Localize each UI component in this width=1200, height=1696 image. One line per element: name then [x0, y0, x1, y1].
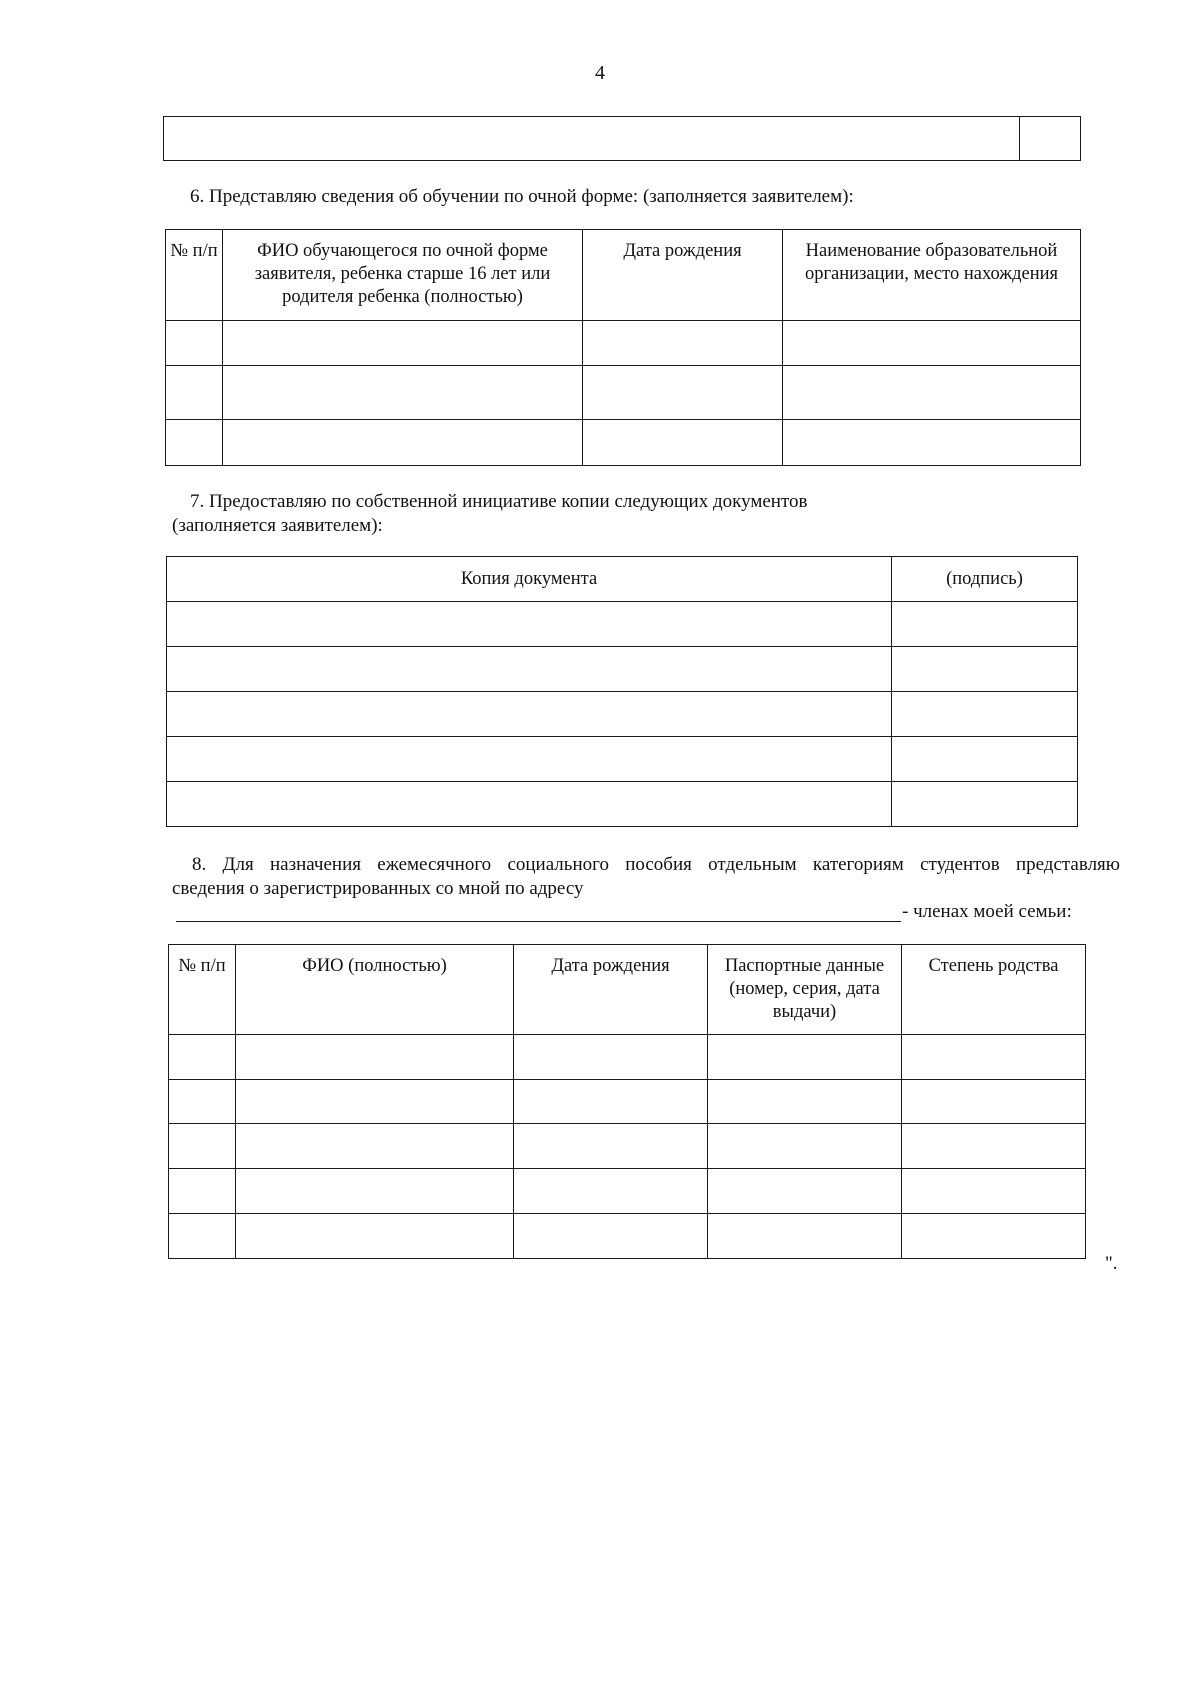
table-row	[167, 602, 1078, 647]
top-continuation-table	[163, 116, 1081, 161]
table-cell[interactable]	[514, 1080, 708, 1124]
column-header-full-name: ФИО обучающегося по очной форме заявителя, ребенка старше 16 лет или родителя ребенка (полностью)	[223, 230, 583, 321]
table-cell[interactable]	[236, 1214, 514, 1259]
section-8-heading-line-2: сведения о зарегистрированных со мной по адресу	[172, 878, 584, 899]
section-8-heading-line-3: - членах моей семьи:	[902, 901, 1072, 922]
table-cell[interactable]	[223, 366, 583, 420]
table-cell[interactable]	[514, 1214, 708, 1259]
table-cell[interactable]	[583, 366, 783, 420]
section-6-heading: 6. Представляю сведения об обучении по очной форме: (заполняется заявителем):	[190, 186, 854, 207]
table-cell[interactable]	[169, 1035, 236, 1080]
table-row	[169, 1035, 1086, 1080]
table-cell[interactable]	[902, 1169, 1086, 1214]
table-cell[interactable]	[783, 420, 1081, 466]
page-number: 4	[595, 62, 605, 84]
table-row	[169, 1214, 1086, 1259]
table-row	[167, 692, 1078, 737]
table-cell[interactable]	[236, 1169, 514, 1214]
section-7-heading-line-2: (заполняется заявителем):	[172, 515, 383, 536]
table-cell[interactable]	[892, 692, 1078, 737]
column-header-passport: Паспортные данные (номер, серия, дата выдачи)	[708, 945, 902, 1035]
family-members-table	[168, 944, 1086, 1259]
table-row	[167, 647, 1078, 692]
table-header-row	[166, 230, 1081, 321]
table-cell[interactable]	[892, 782, 1078, 827]
table-cell[interactable]	[167, 692, 892, 737]
table-cell[interactable]	[167, 737, 892, 782]
table-cell[interactable]	[708, 1169, 902, 1214]
column-header-birth-date: Дата рождения	[514, 945, 708, 1035]
column-header-number: № п/п	[169, 945, 236, 1035]
column-header-signature: (подпись)	[892, 557, 1078, 602]
education-table	[165, 229, 1081, 466]
table-cell[interactable]	[902, 1080, 1086, 1124]
table-header-row	[169, 945, 1086, 1035]
table-row	[167, 737, 1078, 782]
column-header-birth-date: Дата рождения	[583, 230, 783, 321]
table-cell[interactable]	[223, 420, 583, 466]
table-cell[interactable]	[167, 602, 892, 647]
table-cell[interactable]	[708, 1080, 902, 1124]
table-cell[interactable]	[169, 1080, 236, 1124]
table-cell[interactable]	[236, 1080, 514, 1124]
table-row	[166, 321, 1081, 366]
table-cell[interactable]	[902, 1214, 1086, 1259]
section-8-heading-line-1: 8. Для назначения ежемесячного социального пособия отдельным категориям студентов представляю	[192, 854, 1120, 875]
table-row	[169, 1124, 1086, 1169]
table-cell[interactable]	[169, 1124, 236, 1169]
column-header-institution: Наименование образовательной организации, место нахождения	[783, 230, 1081, 321]
table-cell[interactable]	[892, 602, 1078, 647]
table-cell[interactable]	[236, 1124, 514, 1169]
table-row	[167, 782, 1078, 827]
table-cell[interactable]	[902, 1124, 1086, 1169]
table-cell[interactable]	[514, 1169, 708, 1214]
table-cell[interactable]	[583, 420, 783, 466]
column-header-full-name: ФИО (полностью)	[236, 945, 514, 1035]
table-cell[interactable]	[167, 782, 892, 827]
table-cell[interactable]	[783, 321, 1081, 366]
table-cell[interactable]	[1020, 117, 1081, 161]
table-row	[166, 366, 1081, 420]
table-row	[169, 1080, 1086, 1124]
documents-table	[166, 556, 1078, 827]
table-cell[interactable]	[892, 647, 1078, 692]
table-cell[interactable]	[166, 420, 223, 466]
table-row	[166, 420, 1081, 466]
table-cell[interactable]	[514, 1124, 708, 1169]
column-header-relationship: Степень родства	[902, 945, 1086, 1035]
table-cell[interactable]	[902, 1035, 1086, 1080]
table-cell[interactable]	[236, 1035, 514, 1080]
table-cell[interactable]	[169, 1169, 236, 1214]
table-cell[interactable]	[708, 1124, 902, 1169]
table-cell[interactable]	[892, 737, 1078, 782]
table-cell[interactable]	[166, 366, 223, 420]
closing-quote-mark: ".	[1105, 1253, 1118, 1274]
table-cell[interactable]	[167, 647, 892, 692]
table-cell[interactable]	[166, 321, 223, 366]
column-header-document-copy: Копия документа	[167, 557, 892, 602]
table-row	[169, 1169, 1086, 1214]
table-cell[interactable]	[223, 321, 583, 366]
section-7-heading-line-1: 7. Предоставляю по собственной инициативе копии следующих документов	[190, 491, 808, 512]
table-header-row	[167, 557, 1078, 602]
table-cell[interactable]	[708, 1035, 902, 1080]
table-cell[interactable]	[164, 117, 1020, 161]
section-7-heading	[172, 490, 1092, 538]
table-cell[interactable]	[514, 1035, 708, 1080]
table-cell[interactable]	[708, 1214, 902, 1259]
table-cell[interactable]	[783, 366, 1081, 420]
column-header-number: № п/п	[166, 230, 223, 321]
table-cell[interactable]	[169, 1214, 236, 1259]
table-cell[interactable]	[583, 321, 783, 366]
address-blank-line[interactable]	[176, 921, 901, 922]
